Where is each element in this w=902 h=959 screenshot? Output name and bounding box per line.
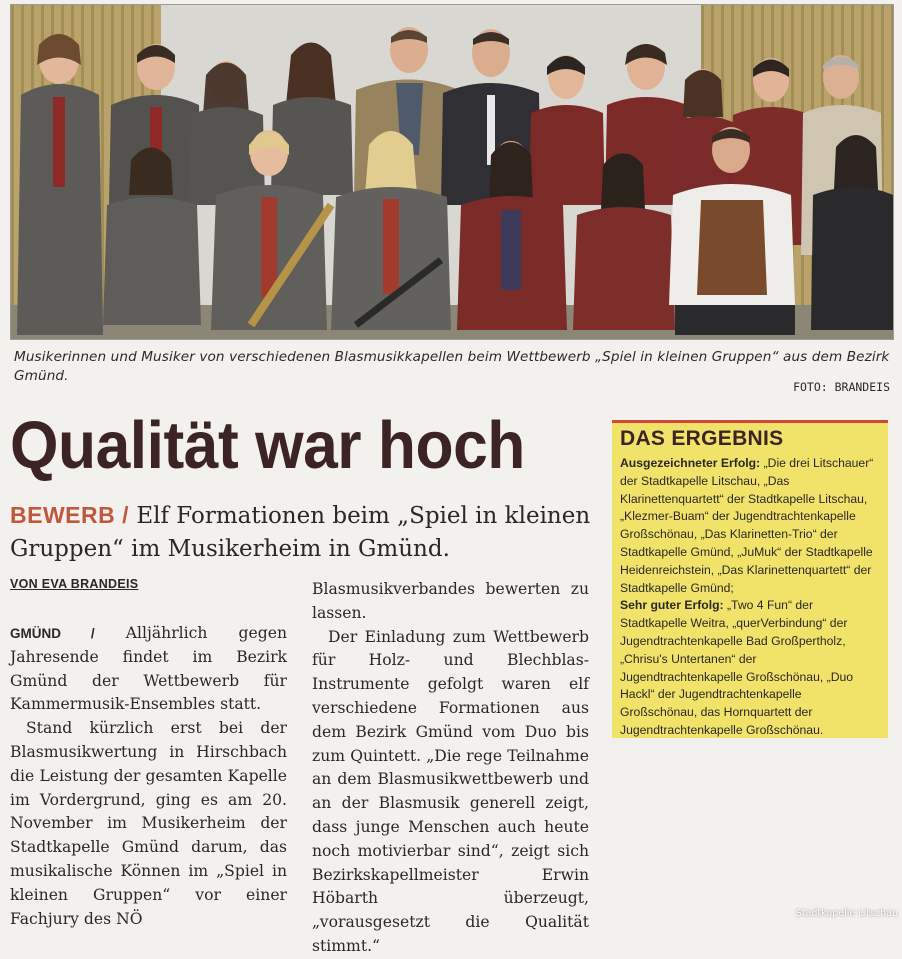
group-photo	[10, 4, 894, 340]
paragraph: Der Einladung zum Wettbewerb für Holz- und Blechblas-Instrumente gefolgt waren elf verschiedene Formationen aus dem Bezirk Gmünd vom Duo bis zum Quintett. „Die rege Teilnahme an dem Blasmusikwettbewerb und an der Blasmusik generell zeigt, dass junge Menschen auch heute noch motivierbar sind“, zeigt sich Bezirkskapellmeister Erwin Höbarth überzeugt, „vorausgesetzt die Qualität stimmt.“	[312, 627, 589, 955]
paragraph	[10, 622, 287, 717]
result-text-excellent: „Die drei Litschauer“ der Stadtkapelle Litschau, „Das Klarinettenquartett“ der Stadtkapelle Litschau, „Klezmer-Buam“ der Jugendtrachtenkapelle Großschönau, „Das Klarinetten-Trio“ der Stadtkapelle Gmünd, „JuMuk“ der Stadtkapelle Heidenreichstein, „Das Klarinettenquartett“ der Stadtkapelle Gmünd;	[620, 456, 874, 595]
paragraph: Blasmusikverbandes bewerten zu lassen.	[312, 580, 589, 622]
article-headline: Qualität war hoch	[10, 408, 525, 483]
article-kicker: BEWERB /	[10, 502, 129, 528]
result-text-good: „Two 4 Fun“ der Stadtkapelle Weitra, „querVerbindung“ der Jugendtrachtenkapelle Bad Großpertholz, „Chrisu's Untertanen“ der Jugendtrachtenkapelle Großschönau, „Duo Hackl“ der Jugendtrachtenkapelle Großschönau, das Hornquartett der Jugendtrachtenkapelle Großschönau.	[620, 598, 854, 737]
article-byline: VON EVA BRANDEIS	[10, 577, 139, 591]
article-column-2	[312, 578, 589, 959]
photo-caption: Musikerinnen und Musiker von verschiedenen Blasmusikkapellen beim Wettbewerb „Spiel in kleinen Gruppen“ aus dem Bezirk Gmünd.	[14, 349, 890, 384]
result-box	[612, 420, 888, 738]
article-column-1	[10, 622, 287, 931]
result-box-body	[620, 455, 880, 740]
result-box-title: DAS ERGEBNIS	[620, 427, 784, 450]
article-subhead	[10, 499, 605, 566]
result-label-excellent: Ausgezeichneter Erfolg:	[620, 456, 761, 470]
article-subhead-text: Elf Formationen beim „Spiel in kleinen Gruppen“ im Musikerheim in Gmünd.	[10, 503, 591, 562]
result-label-good: Sehr guter Erfolg:	[620, 598, 724, 613]
article-dateline: GMÜND /	[10, 626, 95, 641]
paragraph-text: Alljährlich gegen Jahresende findet im Bezirk Gmünd der Wettbewerb für Kammermusik-Ensembles statt.	[10, 624, 287, 714]
watermark: Stadtkapelle Litschau	[795, 908, 898, 919]
photo-credit: FOTO: BRANDEIS	[793, 380, 890, 394]
group-photo-illustration	[11, 5, 893, 339]
paragraph: Stand kürzlich erst bei der Blasmusikwertung in Hirschbach die Leistung der gesamten Kapelle im Vordergrund, ging es am 20. November im Musikerheim der Stadtkapelle Gmünd darum, das musikalische Können im „Spiel in kleinen Gruppen“ vor einer Fachjury des NÖ	[10, 719, 287, 928]
